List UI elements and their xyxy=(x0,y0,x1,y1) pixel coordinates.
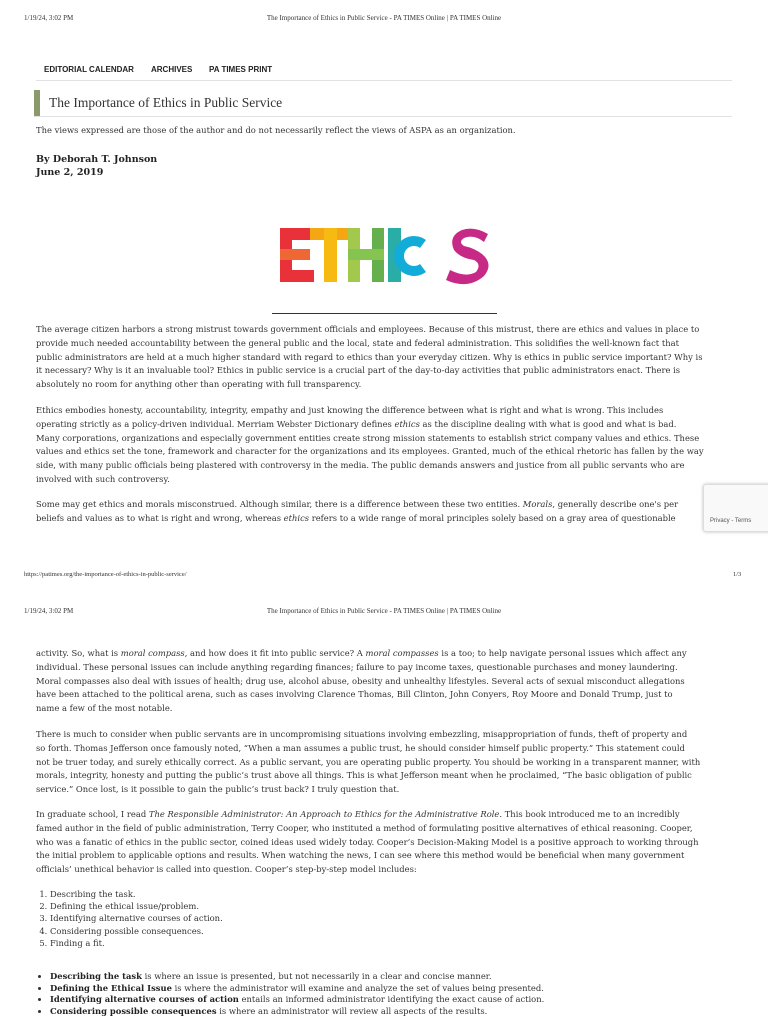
paragraph-line: famed author in the field of public administration, Terry Cooper, who instituted a method of formulating positive alternatives of ethical reasoning. Cooper, xyxy=(36,822,693,833)
paragraph-1 xyxy=(36,323,736,392)
step-term: Identifying alternative courses of action xyxy=(50,994,239,1005)
image-divider xyxy=(272,313,497,314)
list-item xyxy=(50,983,544,995)
list-item: 2. Defining the ethical issue/problem. xyxy=(50,900,223,912)
paragraph-6 xyxy=(36,808,736,877)
paragraph-line: Ethics embodies honesty, accountability, integrity, empathy and just knowing the difference between what is right and what is wrong. This includes xyxy=(36,405,664,415)
emphasis-morals: Morals xyxy=(522,499,553,509)
paragraph-line: provide much needed accountability between the general public and the local, state and federal administration. This solidifies the well-known fact that xyxy=(36,337,679,348)
step-description: is where an issue is presented, but not necessarily in a clear and concise manner. xyxy=(141,971,492,981)
step-descriptions-list xyxy=(36,971,544,1018)
list-item xyxy=(50,994,544,1006)
author: By Deborah T. Johnson xyxy=(36,154,158,165)
step-term: Defining the Ethical Issue xyxy=(50,982,172,993)
paragraph-line: Many corporations, organizations and especially government entities create strong mission statements to establish strict company values and ethics. These xyxy=(36,432,700,443)
paragraph-line: side, with many public officials being plastered with controversy in the media. The public demands answers and justice from all public servants who are xyxy=(36,460,685,471)
paragraph-text: . This book introduced me to an incredibly xyxy=(499,809,680,819)
emphasis-ethics: ethics xyxy=(283,512,310,523)
paragraph-4 xyxy=(36,647,736,716)
byline xyxy=(36,153,157,179)
paragraph-line: not be truer today, and surely ethically correct. As a public servant, you are operating public property. You should be working in a transparent manner, with xyxy=(36,756,701,767)
paragraph-text: In graduate school, I read xyxy=(36,809,149,819)
paragraph-text: operating strictly as a policy-driven individual. Merriam Webster Dictionary defines xyxy=(36,418,395,429)
print-page-number: 1/3 xyxy=(733,571,742,578)
ethics-logo-image xyxy=(278,226,492,286)
paragraph-text: Some may get ethics and morals misconstrued. Although similar, there is a difference between these two entities. xyxy=(36,499,523,509)
step-term: Considering possible consequences xyxy=(50,1006,217,1017)
paragraph-line: values and ethics set the tone, framework and character for the organizations and its employees. Granted, much of the ethical rhetoric has fallen by the way xyxy=(36,446,704,457)
step-description: is where the administrator will examine and analyze the set of values being presented. xyxy=(171,982,544,993)
emphasis-ethics: ethics xyxy=(394,418,420,429)
list-item: 3. Identifying alternative courses of action. xyxy=(50,912,223,924)
paragraph-2 xyxy=(36,404,736,487)
paragraph-line: officials’ unethical behavior is called into question. Cooper’s step-by-step model includes: xyxy=(36,864,417,875)
step-description: is where an administrator will review all aspects of the results. xyxy=(216,1006,488,1017)
paragraph-text: as the discipline dealing with what is good and what is bad. xyxy=(419,418,677,429)
paragraph-text: beliefs and values as to what is right and wrong, whereas xyxy=(36,512,284,523)
nav-editorial-calendar[interactable]: EDITORIAL CALENDAR xyxy=(44,65,134,74)
paragraph-line: who was a fanatic of ethics in the public sector, coined ideas used widely today. Cooper’s Decision-Making Model is a positive approach to working through xyxy=(36,836,699,847)
print-date: 1/19/24, 3:02 PM xyxy=(24,607,74,615)
recaptcha-badge[interactable] xyxy=(703,484,768,532)
step-description: entails an informed administrator identifying the exact cause of action. xyxy=(238,994,545,1005)
title-accent-bar xyxy=(34,90,40,116)
paragraph-line: involved with such controversy. xyxy=(36,473,170,484)
print-url: https://patimes.org/the-importance-of-ethics-in-public-service/ xyxy=(24,571,187,578)
steps-list xyxy=(36,888,223,949)
list-item: 4. Considering possible consequences. xyxy=(50,925,223,937)
print-date: 1/19/24, 3:02 PM xyxy=(24,14,74,22)
paragraph-line: it necessary? Why is it an invaluable tool? Ethics in public service is a crucial part of the day-to-day activities that public administrators enact. There is xyxy=(36,365,681,376)
paragraph-line: have been attached to the political arena, such as cases involving Clarence Thomas, Bill Clinton, John Conyers, Roy Moore and Donald Trump, just to xyxy=(36,689,673,700)
paragraph-text: , generally describe one's per xyxy=(552,499,679,509)
article-title: The Importance of Ethics in Public Service xyxy=(49,95,283,110)
print-title: The Importance of Ethics in Public Service - PA TIMES Online | PA TIMES Online xyxy=(266,607,502,615)
list-item: 1. Describing the task. xyxy=(50,888,223,900)
disclaimer: The views expressed are those of the author and do not necessarily reflect the views of ASPA as an organization. xyxy=(36,125,516,135)
paragraph-text: is a too; to help navigate personal issues which affect any xyxy=(438,648,687,658)
nav-pa-times-print[interactable]: PA TIMES PRINT xyxy=(209,65,273,74)
list-item xyxy=(50,1006,544,1018)
print-title: The Importance of Ethics in Public Service - PA TIMES Online | PA TIMES Online xyxy=(266,14,502,22)
paragraph-5 xyxy=(36,728,736,797)
paragraph-line: service.” Once lost, is it possible to gain the public’s trust back? I truly question that. xyxy=(36,784,400,795)
top-nav xyxy=(36,60,732,81)
paragraph-line: name a few of the most notable. xyxy=(36,703,173,714)
publish-date: June 2, 2019 xyxy=(36,167,104,178)
recaptcha-privacy-terms[interactable]: Privacy - Terms xyxy=(710,518,752,524)
article-title-block xyxy=(34,90,732,117)
step-term: Describing the task xyxy=(50,971,142,981)
list-item xyxy=(50,971,544,983)
paragraph-line: absolutely no room for anything other than operating with full transparency. xyxy=(36,379,362,390)
emphasis-moral-compass: moral compass xyxy=(120,648,185,658)
paragraph-3 xyxy=(36,498,702,526)
paragraph-text: activity. So, what is xyxy=(36,648,121,658)
paragraph-text: refers to a wide range of moral principles solely based on a gray area of questionable xyxy=(309,512,676,523)
paragraph-line: There is much to consider when public servants are in uncompromising situations involving embezzling, misappropriation of funds, theft of property and xyxy=(36,729,688,739)
paragraph-line: so forth. Thomas Jefferson once famously noted, “When a man assumes a public trust, he should consider himself public property.” This statement could xyxy=(36,742,685,753)
paragraph-line: the initial problem to applicable options and results. When watching the news, I can see where this method would be beneficial when many government xyxy=(36,850,685,861)
paragraph-line: individual. These personal issues can include anything regarding finances; failure to pay income taxes, questionable purchases and money laundering. xyxy=(36,661,678,672)
list-item: 5. Finding a fit. xyxy=(50,937,223,949)
paragraph-line: Moral compasses also deal with issues of health; drug use, alcohol abuse, obesity and unhealthy lifestyles. Several acts of sexual misconduct allegations xyxy=(36,675,685,686)
nav-archives[interactable]: ARCHIVES xyxy=(151,65,193,74)
paragraph-text: , and how does it fit into public service? A xyxy=(184,648,366,658)
paragraph-line: The average citizen harbors a strong mistrust towards government officials and employees. Because of this mistrust, there are ethics and values in place to xyxy=(36,324,700,334)
emphasis-moral-compasses: moral compasses xyxy=(365,648,439,658)
book-title: The Responsible Administrator: An Approach to Ethics for the Administrative Role xyxy=(148,809,500,819)
paragraph-line: morals, integrity, honesty and putting the public’s trust above all things. This is what Jefferson meant when he proclaimed, “The basic obligation of public xyxy=(36,770,692,781)
paragraph-line: public administrators are held at a much higher standard with regard to ethics than your everyday citizen. Why is ethics in public service important? Why is xyxy=(36,351,703,362)
